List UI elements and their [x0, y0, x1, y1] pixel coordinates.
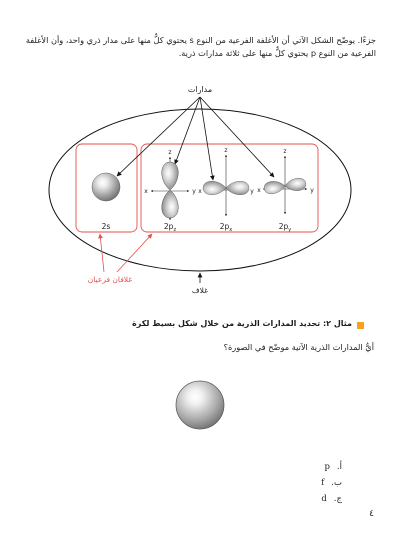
axis-label-y: y	[310, 187, 314, 194]
axis-label-y: y	[250, 188, 254, 195]
p-orbital-label	[164, 222, 177, 233]
answer-option	[321, 475, 342, 491]
orbital-pointer-arrow	[117, 97, 200, 176]
axis-label-x: x	[198, 188, 202, 195]
s-orbital-sphere	[92, 173, 120, 201]
example-sphere-figure	[170, 375, 230, 435]
p-orbital-lobe	[226, 181, 249, 195]
sphere-orbital	[176, 381, 224, 429]
option-letter: ج.	[333, 494, 342, 504]
axis-label-x: x	[257, 187, 261, 194]
orbital-pointer-arrow	[175, 97, 200, 164]
option-value: d	[321, 494, 327, 504]
atom-shell-diagram	[0, 80, 400, 300]
p-orbital-label-main: 2p	[219, 222, 230, 231]
p-orbital-x	[198, 147, 254, 216]
option-value: f	[321, 478, 325, 488]
axis-label-z: z	[283, 148, 287, 155]
option-letter: أ.	[336, 462, 342, 472]
p-orbital-lobe	[284, 177, 306, 192]
subshell-pointer-arrow	[100, 234, 104, 272]
axis-label-x: x	[144, 188, 148, 195]
axis-label-z: z	[224, 147, 228, 154]
axis-label-y: y	[192, 188, 196, 195]
p-orbital-z	[144, 149, 196, 220]
option-value: p	[324, 462, 330, 472]
p-orbital-lobe	[162, 190, 179, 218]
subshells-label: غلافان فرعيان	[87, 275, 133, 284]
p-orbital-lobe	[162, 162, 179, 190]
p-orbital-label-sub: x	[229, 227, 233, 233]
orbitals-label: مدارات	[187, 85, 213, 94]
example-question: أيُّ المدارات الذرية الآتية موضّح في الصورة؟	[223, 342, 374, 352]
p-orbital-label	[220, 222, 233, 233]
option-letter: ب.	[331, 478, 342, 488]
orbital-pointer-arrow	[200, 97, 274, 177]
s-orbital-label: 2s	[101, 222, 111, 231]
p-orbital-label-sub: y	[288, 227, 292, 233]
p-orbital-lobe	[263, 180, 285, 195]
p-orbital-label	[279, 222, 292, 233]
axis-label-z: z	[168, 149, 172, 156]
p-orbital-lobe	[203, 181, 226, 195]
p-orbital-y	[257, 148, 314, 214]
answer-option	[321, 459, 342, 475]
example-title: مثال ٢: تحديد المدارات الذرية من خلال شكل بسيط لكرة	[132, 319, 352, 328]
example-bullet-square	[357, 322, 364, 329]
answer-option	[321, 491, 342, 507]
answer-options	[321, 459, 342, 507]
shell-label: غلاف	[191, 286, 209, 295]
p-orbital-label-sub: z	[173, 227, 177, 233]
p-orbital-label-main: 2p	[278, 222, 289, 231]
p-orbital-label-main: 2p	[163, 222, 174, 231]
page-number: ٤	[369, 509, 374, 519]
intro-paragraph: جزءًا. يوضّح الشكل الآتي أن الأغلفة الفرعية من النوع s يحتوي كلٌّ منها على مدار ذري واحد، وأن الأغلفة الفرعية من النوع p يحتوي كلٌّ منها على ثلاثة مدارات ذرية.	[25, 35, 376, 58]
